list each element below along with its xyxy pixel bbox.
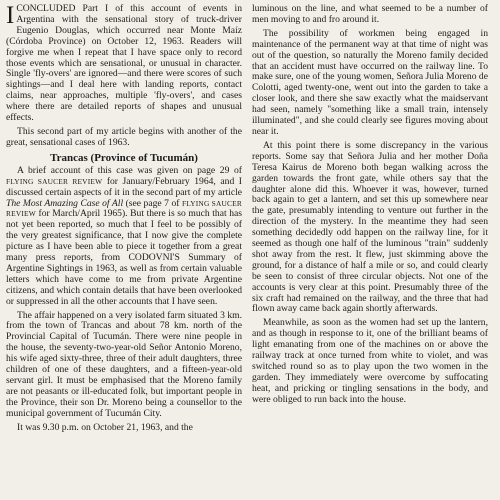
- right-column: [252, 4, 488, 500]
- drop-cap: I: [6, 2, 15, 29]
- paragraph: Meanwhile, as soon as the women had set up the lantern, and as though in response to it, one of the brilliant beams of light emanating from one of the machines on or above the railway track at once turned from white to violet, and was switched round so as to play upon the two women in the garden. They immediately were overcome by suffocating heat, and pricking or tingling sensations in the body, and were obliged to run back into the house.: [252, 317, 488, 405]
- text-run: A brief account of this case was given on page 29 of: [17, 164, 242, 176]
- paragraph: The possibility of workmen being engaged in maintenance of the permanent way at that time of night was out of the question, so naturally the Moreno family decided that an accident must have occurred on the railway line. To make sure, one of the young women, Señora Julia Moreno de Colotti, aged twenty-one, went out into the garden to take a closer look, and there she saw exactly what the maidservant had seen, namely "something like a small train, intensely illuminated", and she could clearly see figures moving about near it.: [252, 27, 488, 137]
- article-title: The Most Amazing Case of All: [6, 197, 124, 209]
- intro-text: CONCLUDED Part I of this account of events in Argentina with the sensational story of truck-driver Eugenio Douglas, which occurred near Monte Maíz (Córdoba Province) on October 12, 1963. Readers will forgive me when I repeat that I have space only to record those events which are sensational, or unusual in character. Single 'fly-overs' are ignored—and there were scores of such sightings—and I deal here with landing reports, contact claims, near approaches, multiple 'fly-overs', and cases where there are detailed reports of shapes and unusual effects.: [6, 3, 242, 124]
- text-run: for March/April 1965). But there is so much that has not yet been reported, so much that I feel to be possibly of the very greatest significance, that I now give the complete picture as I have been able to piece it together from a great many press reports, from CODOVNI'S Summary of Argentine Sightings in 1963, as well as from certain valuable letters which have come to me from private Argentine citizens, and which contain details that have been overlooked or suppressed in all the other accounts that I have seen.: [6, 208, 242, 307]
- paragraph: It was 9.30 p.m. on October 21, 1963, and the: [17, 421, 193, 433]
- paragraph: luminous on the line, and what seemed to be a number of men moving to and fro around it.: [252, 3, 488, 25]
- paragraph: The affair happened on a very isolated farm situated 3 km. from the town of Trancas and about 78 km. north of the Provincial Capital of Tucumán. There were nine people in the house, the seventy-two-year-old Señor Antonio Moreno, his wife aged sixty-three, three of their adult daughters, three children of one of these daughters, and a fifteen-year-old servant girl. It must be emphasised that the Moreno family are not peasants or ill-educated folk, but important people in the Province, their son Dr. Moreno being a counsellor to the municipal government of Tucumán City.: [6, 309, 242, 419]
- magazine-name: FLYING SAUCER REVIEW: [6, 198, 242, 219]
- paragraph: At this point there is some discrepancy in the various reports. Some say that Señora Julia and her mother Doña Teresa Kairus de Moreno both began walking across the garden towards the front gate, while others say that the daughter alone did this. Whoever it was, however, turned back again to get a lantern, and set this up somewhere near the gate, presumably intending to venture out further in the direction of the mystery. In the meantime they had seen something decidedly odd happen on the railway line, for it seemed as though one half of the luminous "train" suddenly shot away from the rest. It flew, just skimming above the ground, for a distance of half a mile or so, and could clearly be seen to consist of three circular objects. Not one of the accounts is very clear at this point. Presumably three of the six craft had remained on the railway, and the three that had flown away came back again shortly afterwards.: [252, 139, 488, 315]
- magazine-name: FLYING SAUCER REVIEW: [6, 176, 103, 186]
- text-run: (see page 7 of: [123, 197, 182, 209]
- section-subheading: Trancas (Province of Tucumán): [50, 151, 198, 164]
- paragraph: [6, 166, 242, 308]
- intro-paragraph: [6, 4, 242, 124]
- text-run: for January/February 1964, and I discussed certain aspects of it in the second part of my article: [6, 175, 242, 198]
- paragraph: This second part of my article begins with another of the great, sensational cases of 1963.: [6, 125, 242, 148]
- left-column: [6, 4, 242, 500]
